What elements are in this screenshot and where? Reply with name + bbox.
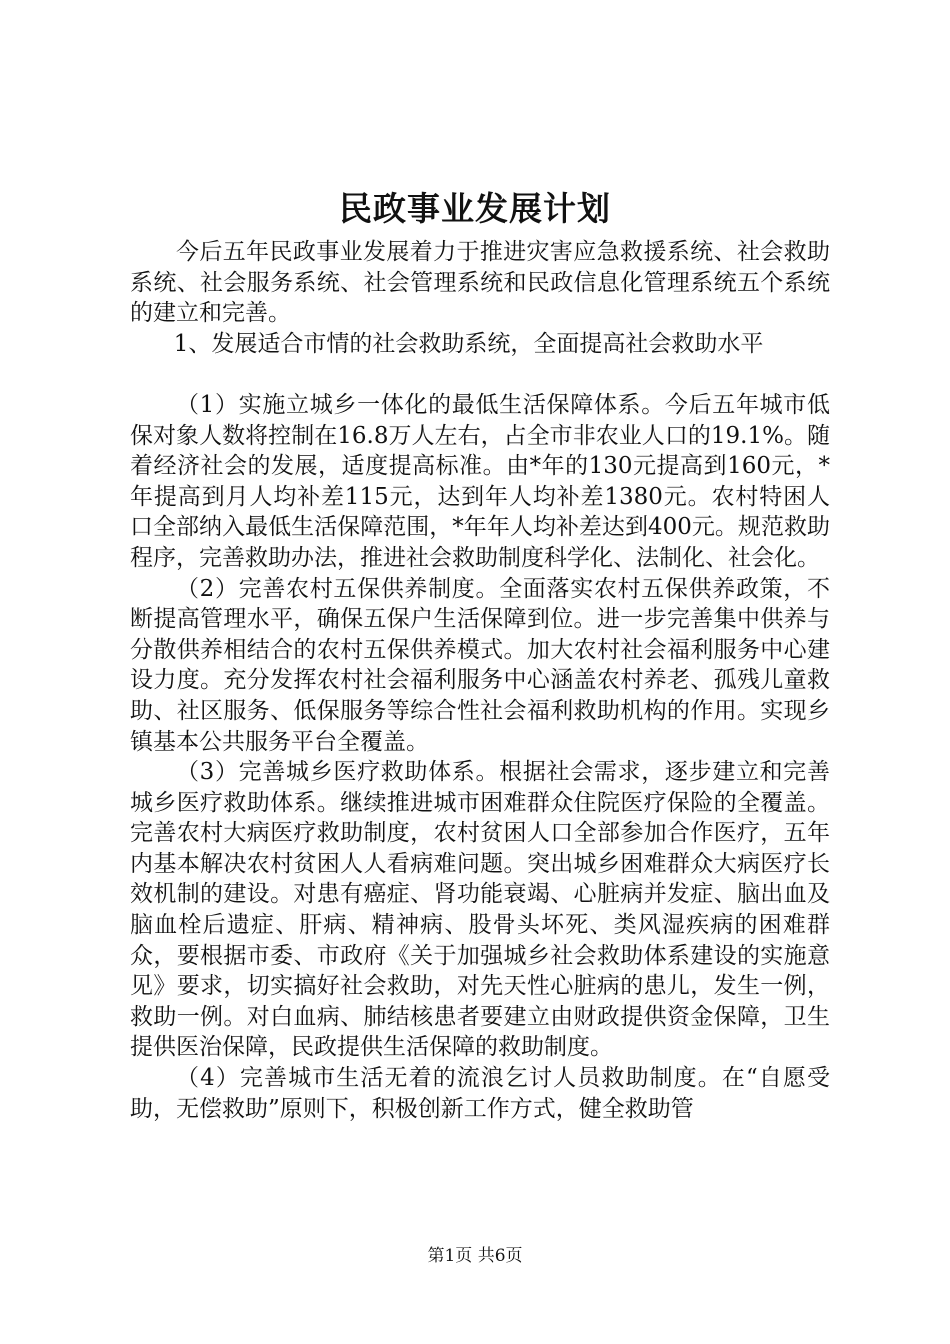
item-paragraph-1: （1）实施立城乡一体化的最低生活保障体系。今后五年城市低保对象人数将控制在16.8万人左右，占全市非农业人口的19.1%。随着经济社会的发展，适度提高标准。由*年的130元提高到160元，*年提高到月人均补差115元，达到年人均补差1380元。农村特困人口全部纳入最低生活保障范围，*年年人均补差达到400元。规范救助程序，完善救助办法，推进社会救助制度科学化、法制化、社会化。: [130, 391, 830, 571]
item-paragraph-2: （2）完善农村五保供养制度。全面落实农村五保供养政策，不断提高管理水平，确保五保户生活保障到位。进一步完善集中供养与分散供养相结合的农村五保供养模式。加大农村社会福利服务中心建设力度。充分发挥农村社会福利服务中心涵盖农村养老、孤残儿童救助、社区服务、低保服务等综合性社会福利救助机构的作用。实现乡镇基本公共服务平台全覆盖。: [130, 575, 830, 755]
intro-paragraph: 今后五年民政事业发展着力于推进灾害应急救援系统、社会救助系统、社会服务系统、社会管理系统和民政信息化管理系统五个系统的建立和完善。: [130, 239, 830, 327]
page-footer: 第1页 共6页: [427, 1246, 523, 1266]
blank-line: [130, 359, 830, 390]
section-heading: 1、发展适合市情的社会救助系统，全面提高社会救助水平: [173, 330, 764, 357]
document-body: [130, 237, 830, 1124]
document-title: 民政事业发展计划: [339, 189, 611, 228]
item-paragraph-4: （4）完善城市生活无着的流浪乞讨人员救助制度。在“自愿受助，无偿救助”原则下，积极创新工作方式，健全救助管: [130, 1065, 830, 1122]
item-paragraph-3: （3）完善城乡医疗救助体系。根据社会需求，逐步建立和完善城乡医疗救助体系。继续推进城市困难群众住院医疗保险的全覆盖。完善农村大病医疗救助制度，农村贫困人口全部参加合作医疗，五年内基本解决农村贫困人人看病难问题。突出城乡困难群众大病医疗长效机制的建设。对患有癌症、肾功能衰竭、心脏病并发症、脑出血及脑血栓后遗症、肝病、精神病、股骨头坏死、类风湿疾病的困难群众，要根据市委、市政府《关于加强城乡社会救助体系建设的实施意见》要求，切实搞好社会救助，对先天性心脏病的患儿，发生一例，救助一例。对白血病、肺结核患者要建立由财政提供资金保障，卫生提供医治保障，民政提供生活保障的救助制度。: [130, 759, 830, 1061]
